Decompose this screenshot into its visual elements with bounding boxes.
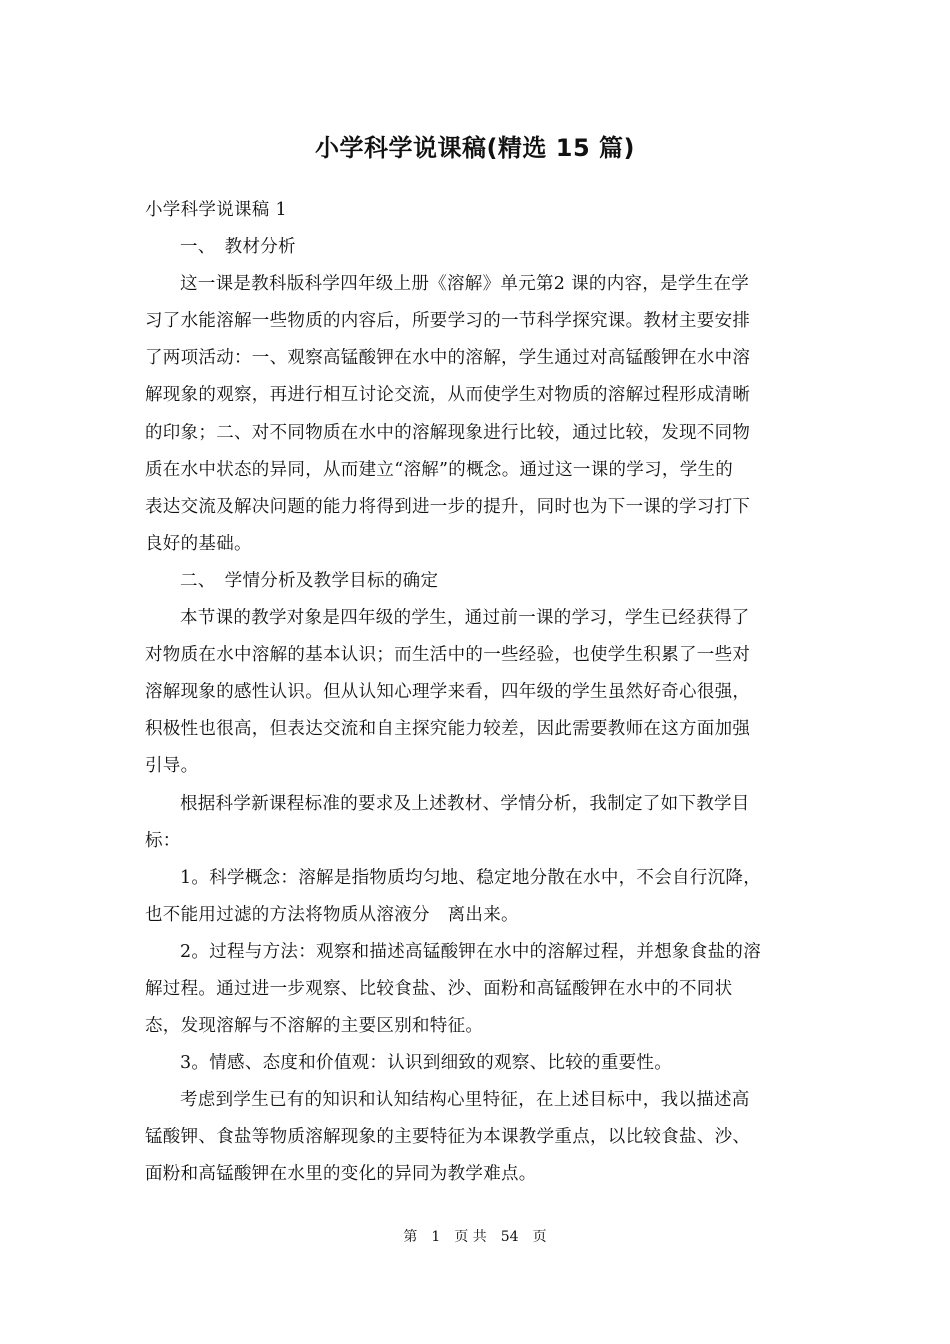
paragraph-line: 根据科学新课程标准的要求及上述教材、学情分析，我制定了如下教学目 (180, 793, 750, 814)
paragraph-line: 习了水能溶解一些物质的内容后，所要学习的一节科学探究课。教材主要安排 (145, 311, 751, 332)
paragraph-line: 表达交流及解决问题的能力将得到进一步的提升，同时也为下一课的学习打下 (145, 496, 751, 517)
paragraph-line: 对物质在水中溶解的基本认识；而生活中的一些经验，也使学生积累了一些对 (145, 645, 751, 666)
section-heading: 小学科学说课稿 1 (145, 200, 287, 220)
page-footer: 第 1 页 共 54 页 (403, 1229, 547, 1245)
paragraph-line: 考虑到学生已有的知识和认知结构心里特征，在上述目标中，我以描述高 (180, 1090, 750, 1111)
objective-line: 解过程。通过进一步观察、比较食盐、沙、面粉和高锰酸钾在水中的不同状 (145, 978, 733, 999)
subsection-heading: 二、 学情分析及教学目标的确定 (180, 570, 439, 591)
paragraph-line: 解现象的观察，再进行相互讨论交流，从而使学生对物质的溶解过程形成清晰 (145, 385, 751, 406)
paragraph-line: 良好的基础。 (145, 533, 252, 554)
document-body (145, 192, 810, 1194)
paragraph-line: 积极性也很高，但表达交流和自主探究能力较差，因此需要教师在这方面加强 (145, 719, 751, 740)
paragraph-line: 标： (145, 830, 181, 851)
subsection-heading: 一、 教材分析 (180, 237, 296, 258)
paragraph-line: 这一课是教科版科学四年级上册《溶解》单元第2 课的内容，是学生在学 (180, 274, 750, 295)
objective-line: 态，发现溶解与不溶解的主要区别和特征。 (145, 1016, 484, 1037)
paragraph-line: 锰酸钾、食盐等物质溶解现象的主要特征为本课教学重点，以比较食盐、沙、 (145, 1127, 751, 1148)
objective-line: 1。科学概念：溶解是指物质均匀地、稳定地分散在水中，不会自行沉降， (180, 867, 762, 888)
paragraph-line: 的印象；二、对不同物质在水中的溶解现象进行比较，通过比较，发现不同物 (145, 422, 751, 443)
objective-line: 3。情感、态度和价值观：认识到细致的观察、比较的重要性。 (180, 1053, 673, 1074)
paragraph-line: 本节课的教学对象是四年级的学生，通过前一课的学习，学生已经获得了 (180, 608, 750, 629)
paragraph-line: 引导。 (145, 756, 199, 777)
objective-line: 2。过程与方法：观察和描述高锰酸钾在水中的溶解过程，并想象食盐的溶 (180, 941, 762, 962)
paragraph-line: 面粉和高锰酸钾在水里的变化的异同为教学难点。 (145, 1164, 537, 1185)
paragraph-line: 了两项活动：一、观察高锰酸钾在水中的溶解，学生通过对高锰酸钾在水中溶 (145, 348, 751, 369)
objective-line: 也不能用过滤的方法将物质从溶液分 离出来。 (145, 904, 519, 925)
paragraph-line: 溶解现象的感性认识。但从认知心理学来看，四年级的学生虽然好奇心很强， (145, 682, 751, 703)
paragraph-line: 质在水中状态的异同，从而建立“溶解”的概念。通过这一课的学习，学生的 (145, 459, 734, 480)
document-title: 小学科学说课稿(精选 15 篇) (314, 134, 636, 162)
